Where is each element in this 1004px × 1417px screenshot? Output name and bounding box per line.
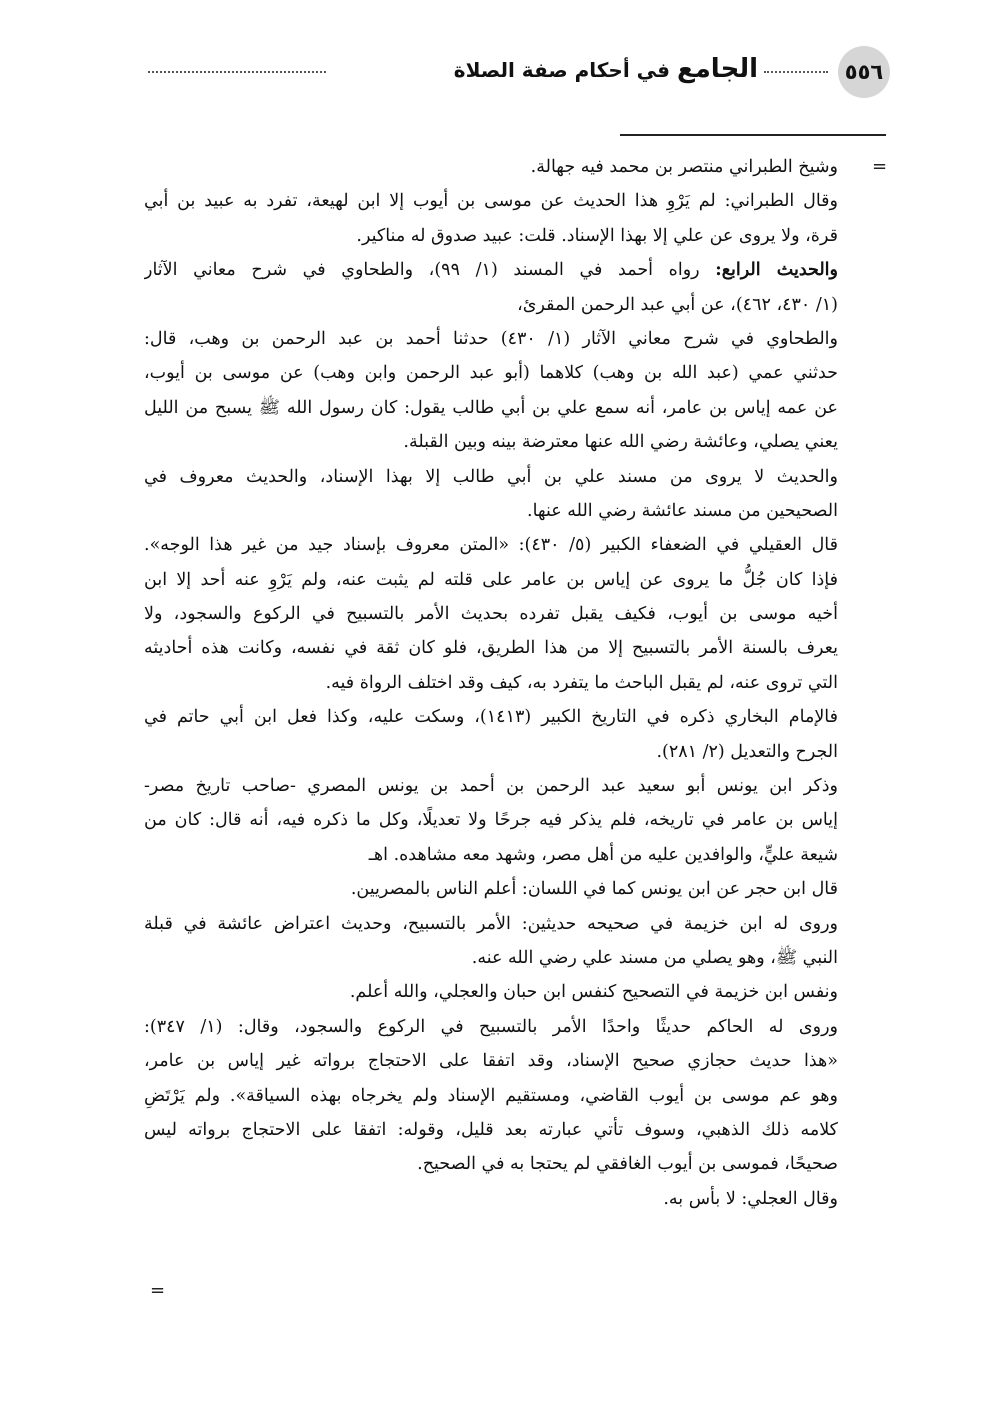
line-text: قال العقيلي في الضعفاء الكبير (٥/ ٤٣٠): «المتن معروف بإسناد جيد من غير هذا الوجه». [144, 535, 838, 556]
text-line [144, 872, 838, 906]
text-line [144, 460, 838, 494]
text-line [144, 631, 838, 665]
continued-marker-bottom: = [150, 1280, 166, 1301]
text-line [144, 356, 838, 390]
text-line [144, 803, 838, 837]
line-text: حدثني عمي (عبد الله بن وهب) كلاهما (أبو عبد الرحمن وابن وهب) عن موسى بن أيوب، [144, 363, 838, 384]
line-text: ونفس ابن خزيمة في التصحيح كنفس ابن حبان والعجلي، والله أعلم. [349, 982, 838, 1003]
text-line [144, 494, 838, 528]
line-text: وقال الطبراني: لم يَرْوِ هذا الحديث عن موسى بن أيوب إلا ابن لهيعة، تفرد به عبيد بن أبي [144, 191, 838, 212]
line-text: وشيخ الطبراني منتصر بن محمد فيه جهالة. [530, 157, 838, 177]
line-text: (١/ ٤٣٠، ٤٦٢)، عن أبي عبد الرحمن المقرئ، [517, 294, 838, 315]
text-line [144, 150, 838, 184]
line-text: إياس بن عامر في تاريخه، فلم يذكر فيه جرحًا ولا تعديلًا، وكل ما ذكره فيه، أنه قال: كان من [144, 810, 838, 831]
book-title-rest: في أحكام صفة الصلاة [453, 58, 677, 82]
running-header [140, 46, 890, 102]
footnote-separator [620, 134, 886, 136]
text-line [144, 597, 838, 631]
page-number: ٥٥٦ [838, 46, 890, 98]
line-text: قال ابن حجر عن ابن يونس كما في اللسان: أعلم الناس بالمصريين. [350, 879, 838, 900]
line-text: والحديث لا يروى من مسند علي بن أبي طالب إلا بهذا الإسناد، والحديث معروف في [144, 466, 838, 487]
text-line [144, 322, 838, 356]
text-line [144, 528, 838, 562]
header-dots-right [764, 71, 828, 73]
line-text: وروى له الحاكم حديثًا واحدًا الأمر بالتسبيح في الركوع والسجود، وقال: (١/ ٣٤٧): [144, 1016, 838, 1037]
line-text: الجرح والتعديل (٢/ ٢٨١). [656, 741, 838, 762]
line-text: شيعة عليٍّ، والوافدين عليه من أهل مصر، وشهد معه مشاهده. اهـ [368, 844, 838, 865]
line-text: وقال العجلي: لا بأس به. [663, 1188, 838, 1209]
text-line [144, 184, 838, 218]
header-dots-left [148, 71, 326, 73]
text-line [144, 975, 838, 1009]
text-line [144, 563, 838, 597]
line-text: «هذا حديث حجازي صحيح الإسناد، وقد اتفقا على الاحتجاج برواته غير إياس بن عامر، [144, 1051, 838, 1072]
line-text: التي تروى عنه، لم يقبل الباحث ما يتفرد به، كيف وقد اختلف الرواة فيه. [325, 672, 838, 693]
footnote-text [144, 150, 838, 1216]
text-line [144, 1079, 838, 1113]
text-line [144, 1113, 838, 1147]
text-line [144, 1182, 838, 1216]
line-text: والطحاوي في شرح معاني الآثار (١/ ٤٣٠) حدثنا أحمد بن عبد الرحمن بن وهب، قال: [144, 328, 838, 349]
text-line [144, 700, 838, 734]
line-text: الصحيحين من مسند عائشة رضي الله عنها. [527, 500, 838, 521]
book-title [454, 54, 758, 84]
line-text: وذكر ابن يونس أبو سعيد عبد الرحمن بن أحمد بن يونس المصري -صاحب تاريخ مصر- [144, 776, 838, 797]
text-line [144, 666, 838, 700]
hadith-heading: والحديث الرابع: [715, 260, 838, 281]
line-text: يعني يصلي، وعائشة رضي الله عنها معترضة بينه وبين القبلة. [403, 432, 838, 453]
text-line [144, 735, 838, 769]
book-title-main: الجامع [676, 54, 758, 84]
continued-marker-top: = [872, 156, 888, 177]
text-line [144, 838, 838, 872]
line-text: عن عمه إياس بن عامر، أنه سمع علي بن أبي طالب يقول: كان رسول الله ﷺ يسبح من الليل [144, 397, 838, 418]
text-line [144, 288, 838, 322]
text-line [144, 1010, 838, 1044]
line-text: يعرف بالسنة الأمر بالتسبيح إلا من هذا الطريق، فلو كان ثقة في نفسه، وكانت هذه أحاديثه [144, 638, 838, 659]
line-text: رواه أحمد في المسند (١/ ٩٩)، والطحاوي في شرح معاني الآثار [144, 260, 716, 281]
text-line [144, 941, 838, 975]
line-text: صحيحًا، فموسى بن أيوب الغافقي لم يحتجا به في الصحيح. [417, 1154, 838, 1175]
line-text: وروى له ابن خزيمة في صحيحه حديثين: الأمر بالتسبيح، وحديث اعتراض عائشة في قبلة [144, 913, 838, 934]
text-line [144, 1044, 838, 1078]
text-line [144, 907, 838, 941]
text-line [144, 219, 838, 253]
line-text: فإذا كان جُلُّ ما يروى عن إياس بن عامر على قلته لم يثبت عنه، ولم يَرْوِ عنه أحد إلا ابن [144, 569, 838, 590]
line-text: كلامه ذلك الذهبي، وسوف تأتي عبارته بعد قليل، وقوله: اتفقا على الاحتجاج برواته ليس [144, 1119, 838, 1140]
text-line [144, 391, 838, 425]
text-line [144, 769, 838, 803]
line-text: قرة، ولا يروى عن علي إلا بهذا الإسناد. قلت: عبيد صدوق له مناكير. [356, 225, 838, 246]
line-text: فالإمام البخاري ذكره في التاريخ الكبير (١٤١٣)، وسكت عليه، وكذا فعل ابن أبي حاتم في [144, 707, 838, 728]
text-line [144, 1147, 838, 1181]
line-text: وهو عم موسى بن أيوب القاضي، ومستقيم الإسناد ولم يخرجاه بهذه السياقة». ولم يَرْتَضِ [144, 1085, 838, 1106]
line-text: أخيه موسى بن أيوب، فكيف يقبل تفرده بحديث الأمر بالتسبيح في الركوع والسجود، ولا [144, 604, 838, 625]
text-line [144, 425, 838, 459]
line-text: النبي ﷺ، وهو يصلي من مسند علي رضي الله عنه. [471, 947, 838, 968]
text-line [144, 253, 838, 287]
